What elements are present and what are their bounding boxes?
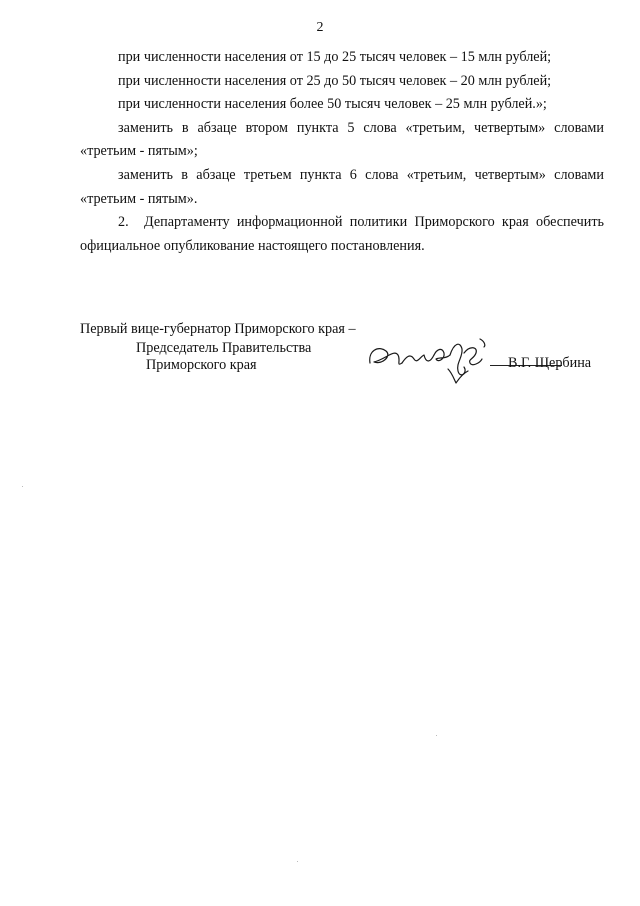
scan-speck (436, 735, 437, 736)
scan-speck (297, 861, 298, 862)
scan-speck (22, 486, 23, 487)
body-paragraph: заменить в абзаце втором пункта 5 слова «третьим, четвертым» словами «третьим - пятым»; (80, 119, 604, 160)
body-paragraph: при численности населения более 50 тысяч человек – 25 млн рублей.»; (118, 96, 547, 113)
signer-name: В.Г. Щербина (508, 355, 592, 371)
item-number: 2. (118, 214, 129, 231)
item-text: Департаменту информационной политики Приморского края обеспечить официальное опубликование настоящего постановления. (80, 214, 604, 254)
signer-position-line3: Приморского края (146, 357, 257, 373)
body-paragraph: при численности населения от 25 до 50 тысяч человек – 20 млн рублей; (118, 72, 552, 89)
signer-position-line2: Председатель Правительства (136, 340, 312, 356)
handwritten-signature (364, 329, 494, 385)
signer-position-line1: Первый вице-губернатор Приморского края – (80, 321, 356, 337)
numbered-paragraph (80, 211, 604, 258)
body-paragraph: заменить в абзаце третьем пункта 6 слова «третьим, четвертым» словами «третьим - пятым». (80, 166, 604, 207)
page-number: 2 (316, 20, 324, 35)
body-paragraph: при численности населения от 15 до 25 тысяч человек – 15 млн рублей; (118, 49, 552, 65)
signature-block (80, 321, 610, 391)
document-body (80, 46, 604, 258)
